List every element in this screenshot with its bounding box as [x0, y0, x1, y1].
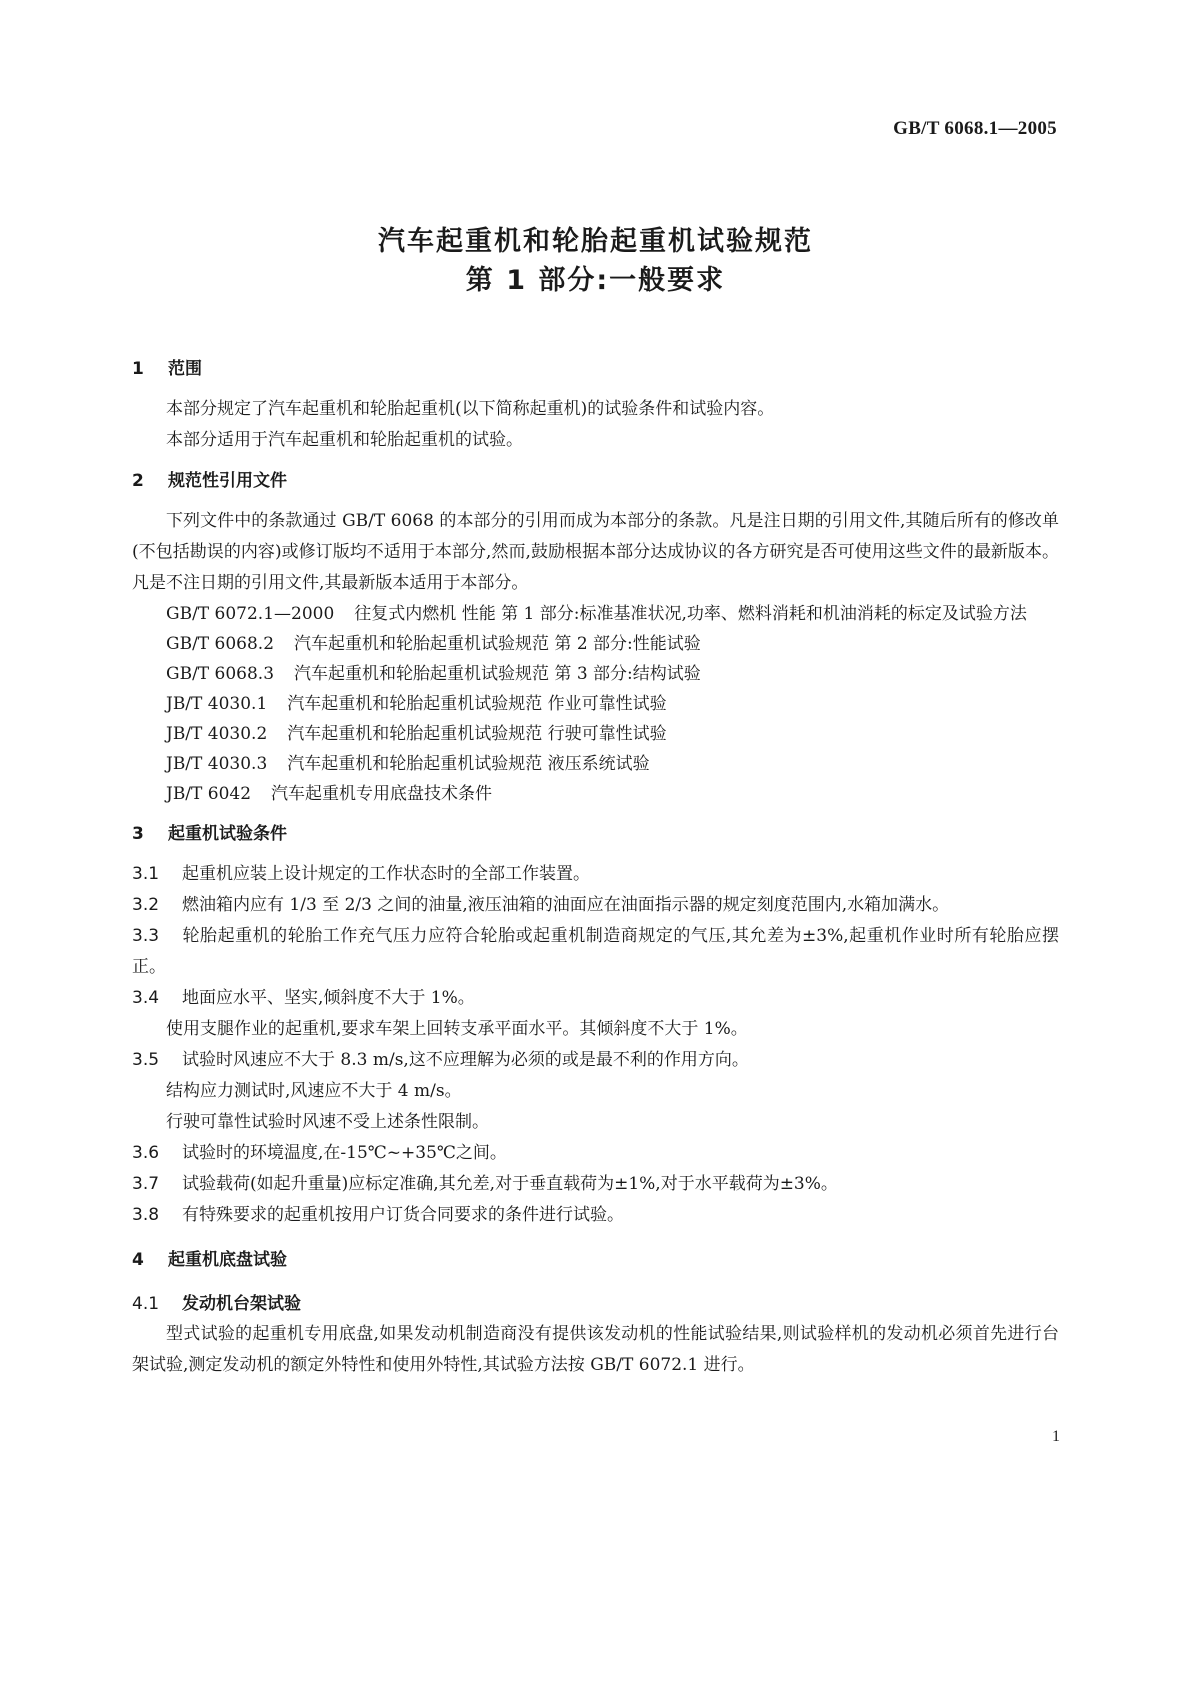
- paragraph: 本部分规定了汽车起重机和轮胎起重机(以下简称起重机)的试验条件和试验内容。: [166, 399, 775, 419]
- paragraph: 行驶可靠性试验时风速不受上述条性限制。: [166, 1112, 489, 1132]
- clause-3-2: [132, 890, 1059, 921]
- reference-item: [132, 779, 1059, 809]
- reference-item: [132, 659, 1059, 689]
- subsection-title: 发动机台架试验: [182, 1294, 301, 1314]
- reference-title: 汽车起重机和轮胎起重机试验规范 液压系统试验: [287, 754, 650, 774]
- document-body: [132, 354, 1059, 1381]
- clause-text: 试验时风速应不大于 8.3 m/s,这不应理解为必须的或是最不利的作用方向。: [182, 1050, 749, 1070]
- paragraph: 下列文件中的条款通过 GB/T 6068 的本部分的引用而成为本部分的条款。凡是注日期的引用文件,其随后所有的修改单(不包括勘误的内容)或修订版均不适用于本部分,然而,鼓励根据本部分达成协议的各方研究是否可使用这些文件的最新版本。凡是不注日期的引用文件,其最新版本适用于本部分。: [132, 511, 1059, 593]
- clause-text: 起重机应装上设计规定的工作状态时的全部工作装置。: [182, 864, 590, 884]
- subsection-4-1-heading: [132, 1289, 1059, 1319]
- paragraph: 本部分适用于汽车起重机和轮胎起重机的试验。: [166, 430, 523, 450]
- section-4-heading: [132, 1245, 1059, 1275]
- document-subtitle: 第 1 部分:一般要求: [465, 265, 726, 296]
- clause-number: 3.2: [132, 895, 160, 915]
- section-title: 范围: [168, 359, 202, 379]
- reference-code: JB/T 4030.1: [166, 694, 268, 714]
- paragraph: 型式试验的起重机专用底盘,如果发动机制造商没有提供该发动机的性能试验结果,则试验样机的发动机必须首先进行台架试验,测定发动机的额定外特性和使用外特性,其试验方法按 GB/T 6072.1 进行。: [132, 1324, 1059, 1375]
- section-number: 3: [132, 824, 144, 844]
- clause-number: 3.3: [132, 926, 160, 946]
- reference-code: JB/T 4030.2: [166, 724, 268, 744]
- clause-number: 3.4: [132, 988, 160, 1008]
- reference-code: JB/T 4030.3: [166, 754, 268, 774]
- clause-number: 3.5: [132, 1050, 160, 1070]
- section-1-heading: [132, 354, 1059, 384]
- clause-text: 试验时的环境温度,在-15℃~+35℃之间。: [182, 1143, 507, 1163]
- section-number: 1: [132, 359, 144, 379]
- clause-text: 试验载荷(如起升重量)应标定准确,其允差,对于垂直载荷为±1%,对于水平载荷为±3%。: [182, 1174, 838, 1194]
- section-number: 2: [132, 471, 144, 491]
- paragraph: 使用支腿作业的起重机,要求车架上回转支承平面水平。其倾斜度不大于 1%。: [166, 1019, 748, 1039]
- section-2-heading: [132, 466, 1059, 496]
- reference-item: [132, 599, 1059, 629]
- clause-3-1: [132, 859, 1059, 890]
- clause-number: 3.6: [132, 1143, 160, 1163]
- reference-title: 汽车起重机专用底盘技术条件: [271, 784, 493, 804]
- reference-title: 往复式内燃机 性能 第 1 部分:标准基准状况,功率、燃料消耗和机油消耗的标定及试验方法: [354, 604, 1027, 624]
- reference-title: 汽车起重机和轮胎起重机试验规范 第 3 部分:结构试验: [294, 664, 701, 684]
- clause-number: 3.7: [132, 1174, 160, 1194]
- clause-text: 燃油箱内应有 1/3 至 2/3 之间的油量,液压油箱的油面应在油面指示器的规定刻度范围内,水箱加满水。: [182, 895, 950, 915]
- reference-code: GB/T 6072.1—2000: [166, 604, 335, 624]
- clause-3-8: [132, 1200, 1059, 1231]
- reference-title: 汽车起重机和轮胎起重机试验规范 作业可靠性试验: [287, 694, 667, 714]
- clause-3-5: [132, 1045, 1059, 1076]
- subsection-number: 4.1: [132, 1294, 160, 1314]
- clause-3-4: [132, 983, 1059, 1014]
- section-3-heading: [132, 819, 1059, 849]
- clause-3-3: [132, 921, 1059, 983]
- reference-code: GB/T 6068.2: [166, 634, 275, 654]
- clause-number: 3.8: [132, 1205, 160, 1225]
- reference-title: 汽车起重机和轮胎起重机试验规范 行驶可靠性试验: [287, 724, 667, 744]
- clause-text: 有特殊要求的起重机按用户订货合同要求的条件进行试验。: [182, 1205, 624, 1225]
- section-title: 起重机试验条件: [168, 824, 287, 844]
- section-number: 4: [132, 1250, 144, 1270]
- document-title: 汽车起重机和轮胎起重机试验规范: [378, 226, 813, 257]
- reference-code: JB/T 6042: [166, 784, 252, 804]
- reference-code: GB/T 6068.3: [166, 664, 275, 684]
- standard-code: GB/T 6068.1—2005: [893, 118, 1057, 139]
- reference-item: [132, 629, 1059, 659]
- paragraph: 结构应力测试时,风速应不大于 4 m/s。: [166, 1081, 462, 1101]
- reference-title: 汽车起重机和轮胎起重机试验规范 第 2 部分:性能试验: [294, 634, 701, 654]
- section-title: 起重机底盘试验: [168, 1250, 287, 1270]
- reference-item: [132, 719, 1059, 749]
- page-number: 1: [1052, 1428, 1060, 1445]
- section-title: 规范性引用文件: [168, 471, 287, 491]
- clause-3-6: [132, 1138, 1059, 1169]
- reference-item: [132, 749, 1059, 779]
- clause-text: 轮胎起重机的轮胎工作充气压力应符合轮胎或起重机制造商规定的气压,其允差为±3%,起重机作业时所有轮胎应摆正。: [132, 926, 1059, 977]
- clause-3-7: [132, 1169, 1059, 1200]
- reference-item: [132, 689, 1059, 719]
- clause-text: 地面应水平、坚实,倾斜度不大于 1%。: [182, 988, 475, 1008]
- clause-number: 3.1: [132, 864, 160, 884]
